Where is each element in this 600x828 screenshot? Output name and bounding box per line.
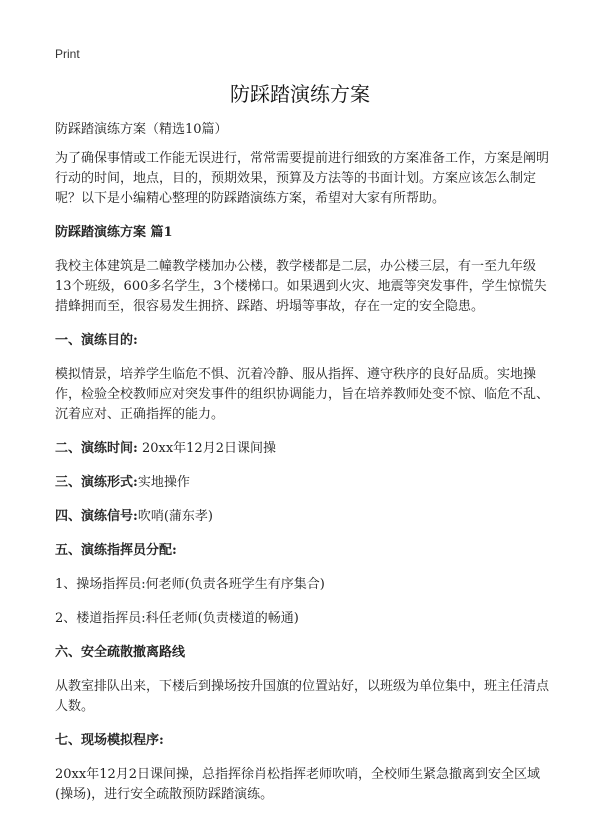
form-value: 实地操作 [137, 475, 190, 490]
procedure-heading: 七、现场模拟程序: [55, 733, 164, 748]
time-heading: 二、演练时间: [55, 441, 138, 456]
signal-heading: 四、演练信号: [55, 509, 138, 524]
route-heading: 六、安全疏散撤离路线 [55, 645, 186, 660]
document-body [55, 120, 550, 819]
time-line [55, 439, 550, 459]
commander-heading: 五、演练指挥员分配: [55, 543, 177, 558]
procedure-paragraph: 20xx年12月2日课间操，总指挥徐肖松指挥老师吹哨，全校师生紧急撤离到安全区域(操场)，进行安全疏散预防踩踏演练。 [55, 767, 541, 802]
print-link[interactable]: Print [55, 47, 80, 61]
intro-paragraph: 为了确保事情或工作能无误进行，常常需要提前进行细致的方案准备工作，方案是阐明行动的时间，地点，目的，预期效果，预算及方法等的书面计划。方案应该怎么制定呢？以下是小编精心整理的防踩踏演练方案，希望对大家有所帮助。 [55, 151, 550, 206]
page-title: 防踩踏演练方案 [230, 82, 370, 106]
route-paragraph: 从教室排队出来，下楼后到操场按升国旗的位置站好，以班级为单位集中，班主任清点人数。 [55, 679, 550, 714]
purpose-paragraph: 模拟情景，培养学生临危不惧、沉着冷静、服从指挥、遵守秩序的良好品质。实地操作，检验全校教师应对突发事件的组织协调能力，旨在培养教师处变不惊、临危不乱、沉着应对、正确指挥的能力。 [55, 367, 550, 422]
time-value: 20xx年12月2日课间操 [137, 441, 276, 456]
form-heading: 三、演练形式: [55, 475, 138, 490]
purpose-heading: 一、演练目的: [55, 333, 138, 348]
commander-item-2: 2、楼道指挥员:科任老师(负责楼道的畅通) [55, 611, 299, 626]
section-heading-1: 防踩踏演练方案 篇1 [55, 225, 173, 240]
form-line [55, 473, 550, 493]
signal-line [55, 507, 550, 527]
signal-value: 吹哨(蒲东孝) [137, 509, 213, 524]
commander-item-1: 1、操场指挥员:何老师(负责各班学生有序集合) [55, 577, 325, 592]
section1-paragraph: 我校主体建筑是二幢教学楼加办公楼，教学楼都是二层，办公楼三层，有一至九年级13个班级，600多名学生，3个楼梯口。如果遇到火灾、地震等突发事件，学生惊慌失措蜂拥而至，很容易发生拥挤、踩踏、坍塌等事故，存在一定的安全隐患。 [55, 259, 547, 314]
document-subtitle: 防踩踏演练方案（精选10篇） [55, 122, 228, 137]
